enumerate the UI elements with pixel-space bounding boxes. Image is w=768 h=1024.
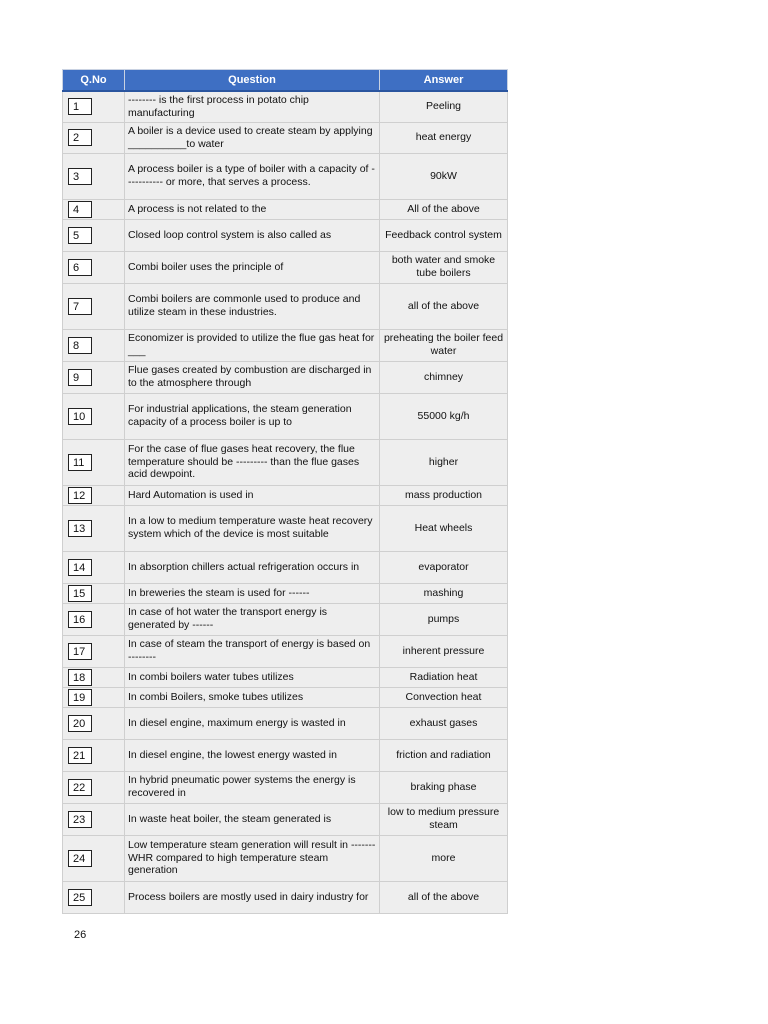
answer-text: Heat wheels — [380, 505, 508, 551]
question-number: 8 — [68, 337, 92, 354]
answer-text: exhaust gases — [380, 707, 508, 739]
question-number-cell — [63, 635, 125, 667]
table-row — [63, 122, 508, 153]
question-number: 4 — [68, 201, 92, 218]
question-number: 24 — [68, 850, 92, 867]
question-text: Low temperature steam generation will result in ------- WHR compared to high temperature steam generation — [125, 835, 380, 881]
table-row — [63, 771, 508, 803]
question-number-cell — [63, 551, 125, 583]
question-number-cell — [63, 199, 125, 219]
question-number: 20 — [68, 715, 92, 732]
table-row — [63, 739, 508, 771]
question-text: Flue gases created by combustion are discharged in to the atmosphere through — [125, 361, 380, 393]
question-number: 23 — [68, 811, 92, 828]
answer-text: all of the above — [380, 283, 508, 329]
answer-text: both water and smoke tube boilers — [380, 251, 508, 283]
question-number-cell — [63, 603, 125, 635]
question-number: 25 — [68, 889, 92, 906]
question-number: 11 — [68, 454, 92, 471]
answer-text: Convection heat — [380, 687, 508, 707]
question-number: 9 — [68, 369, 92, 386]
question-text: In breweries the steam is used for ------ — [125, 583, 380, 603]
question-number-cell — [63, 739, 125, 771]
table-row — [63, 505, 508, 551]
table-row — [63, 485, 508, 505]
table-row — [63, 707, 508, 739]
answer-header: Answer — [380, 70, 508, 92]
question-number-cell — [63, 329, 125, 361]
answer-text: pumps — [380, 603, 508, 635]
question-text: Hard Automation is used in — [125, 485, 380, 505]
answer-text: inherent pressure — [380, 635, 508, 667]
question-number: 1 — [68, 98, 92, 115]
answer-text: 55000 kg/h — [380, 393, 508, 439]
question-number-cell — [63, 667, 125, 687]
question-number: 10 — [68, 408, 92, 425]
qa-table — [62, 69, 508, 914]
answer-text: evaporator — [380, 551, 508, 583]
question-number-cell — [63, 153, 125, 199]
answer-text: more — [380, 835, 508, 881]
question-number: 16 — [68, 611, 92, 628]
table-row — [63, 361, 508, 393]
answer-text: low to medium pressure steam — [380, 803, 508, 835]
table-row — [63, 153, 508, 199]
question-text: For industrial applications, the steam generation capacity of a process boiler is up to — [125, 393, 380, 439]
question-number-cell — [63, 361, 125, 393]
question-number: 2 — [68, 129, 92, 146]
question-text: In diesel engine, the lowest energy wasted in — [125, 739, 380, 771]
table-row — [63, 551, 508, 583]
table-row — [63, 635, 508, 667]
question-text: For the case of flue gases heat recovery, the flue temperature should be --------- than the flue gases acid dewpoint. — [125, 439, 380, 485]
table-row — [63, 439, 508, 485]
question-text: Process boilers are mostly used in dairy industry for — [125, 881, 380, 913]
question-number: 3 — [68, 168, 92, 185]
question-text: In a low to medium temperature waste heat recovery system which of the device is most suitable — [125, 505, 380, 551]
qa-table-body — [63, 91, 508, 913]
question-text: In absorption chillers actual refrigeration occurs in — [125, 551, 380, 583]
question-number-cell — [63, 485, 125, 505]
table-row — [63, 329, 508, 361]
question-number-cell — [63, 835, 125, 881]
answer-text: Radiation heat — [380, 667, 508, 687]
answer-text: Peeling — [380, 91, 508, 122]
table-row — [63, 835, 508, 881]
question-number: 15 — [68, 585, 92, 602]
answer-text: friction and radiation — [380, 739, 508, 771]
question-text: A process boiler is a type of boiler with a capacity of ----------- or more, that serves a process. — [125, 153, 380, 199]
table-row — [63, 881, 508, 913]
question-text: Economizer is provided to utilize the flue gas heat for ___ — [125, 329, 380, 361]
question-text: In case of steam the transport of energy is based on -------- — [125, 635, 380, 667]
question-number: 22 — [68, 779, 92, 796]
question-text: -------- is the first process in potato chip manufacturing — [125, 91, 380, 122]
question-number-cell — [63, 687, 125, 707]
answer-text: heat energy — [380, 122, 508, 153]
question-number-cell — [63, 881, 125, 913]
question-number-cell — [63, 803, 125, 835]
answer-text: Feedback control system — [380, 219, 508, 251]
table-row — [63, 219, 508, 251]
table-row — [63, 603, 508, 635]
table-header-row — [63, 70, 508, 92]
question-number-cell — [63, 393, 125, 439]
qno-header: Q.No — [63, 70, 125, 92]
answer-text: braking phase — [380, 771, 508, 803]
answer-text: higher — [380, 439, 508, 485]
question-text: In hybrid pneumatic power systems the energy is recovered in — [125, 771, 380, 803]
table-row — [63, 393, 508, 439]
question-text: In combi boilers water tubes utilizes — [125, 667, 380, 687]
answer-text: mashing — [380, 583, 508, 603]
question-number-cell — [63, 583, 125, 603]
question-number: 14 — [68, 559, 92, 576]
question-number: 13 — [68, 520, 92, 537]
answer-text: preheating the boiler feed water — [380, 329, 508, 361]
question-number-cell — [63, 122, 125, 153]
question-number-cell — [63, 283, 125, 329]
answer-text: chimney — [380, 361, 508, 393]
question-number-cell — [63, 439, 125, 485]
table-row — [63, 667, 508, 687]
question-text: In waste heat boiler, the steam generated is — [125, 803, 380, 835]
question-number-cell — [63, 707, 125, 739]
question-number-cell — [63, 251, 125, 283]
question-number: 12 — [68, 487, 92, 504]
question-number-cell — [63, 505, 125, 551]
table-row — [63, 687, 508, 707]
answer-text: All of the above — [380, 199, 508, 219]
table-row — [63, 283, 508, 329]
question-text: Combi boilers are commonle used to produce and utilize steam in these industries. — [125, 283, 380, 329]
question-number-cell — [63, 771, 125, 803]
question-number-cell — [63, 219, 125, 251]
question-text: In diesel engine, maximum energy is wasted in — [125, 707, 380, 739]
question-header: Question — [125, 70, 380, 92]
question-number: 6 — [68, 259, 92, 276]
question-number-cell — [63, 91, 125, 122]
table-row — [63, 199, 508, 219]
question-text: A process is not related to the — [125, 199, 380, 219]
question-number: 17 — [68, 643, 92, 660]
question-number: 19 — [68, 689, 92, 706]
table-row — [63, 251, 508, 283]
answer-text: all of the above — [380, 881, 508, 913]
question-text: Closed loop control system is also called as — [125, 219, 380, 251]
question-number: 7 — [68, 298, 92, 315]
question-number: 18 — [68, 669, 92, 686]
question-number: 5 — [68, 227, 92, 244]
question-number: 21 — [68, 747, 92, 764]
table-row — [63, 583, 508, 603]
table-row — [63, 91, 508, 122]
table-row — [63, 803, 508, 835]
next-question-number: 26 — [74, 929, 87, 941]
question-text: Combi boiler uses the principle of — [125, 251, 380, 283]
answer-text: 90kW — [380, 153, 508, 199]
question-text: In combi Boilers, smoke tubes utilizes — [125, 687, 380, 707]
question-text: A boiler is a device used to create steam by applying __________to water — [125, 122, 380, 153]
question-text: In case of hot water the transport energy is generated by ------ — [125, 603, 380, 635]
answer-text: mass production — [380, 485, 508, 505]
